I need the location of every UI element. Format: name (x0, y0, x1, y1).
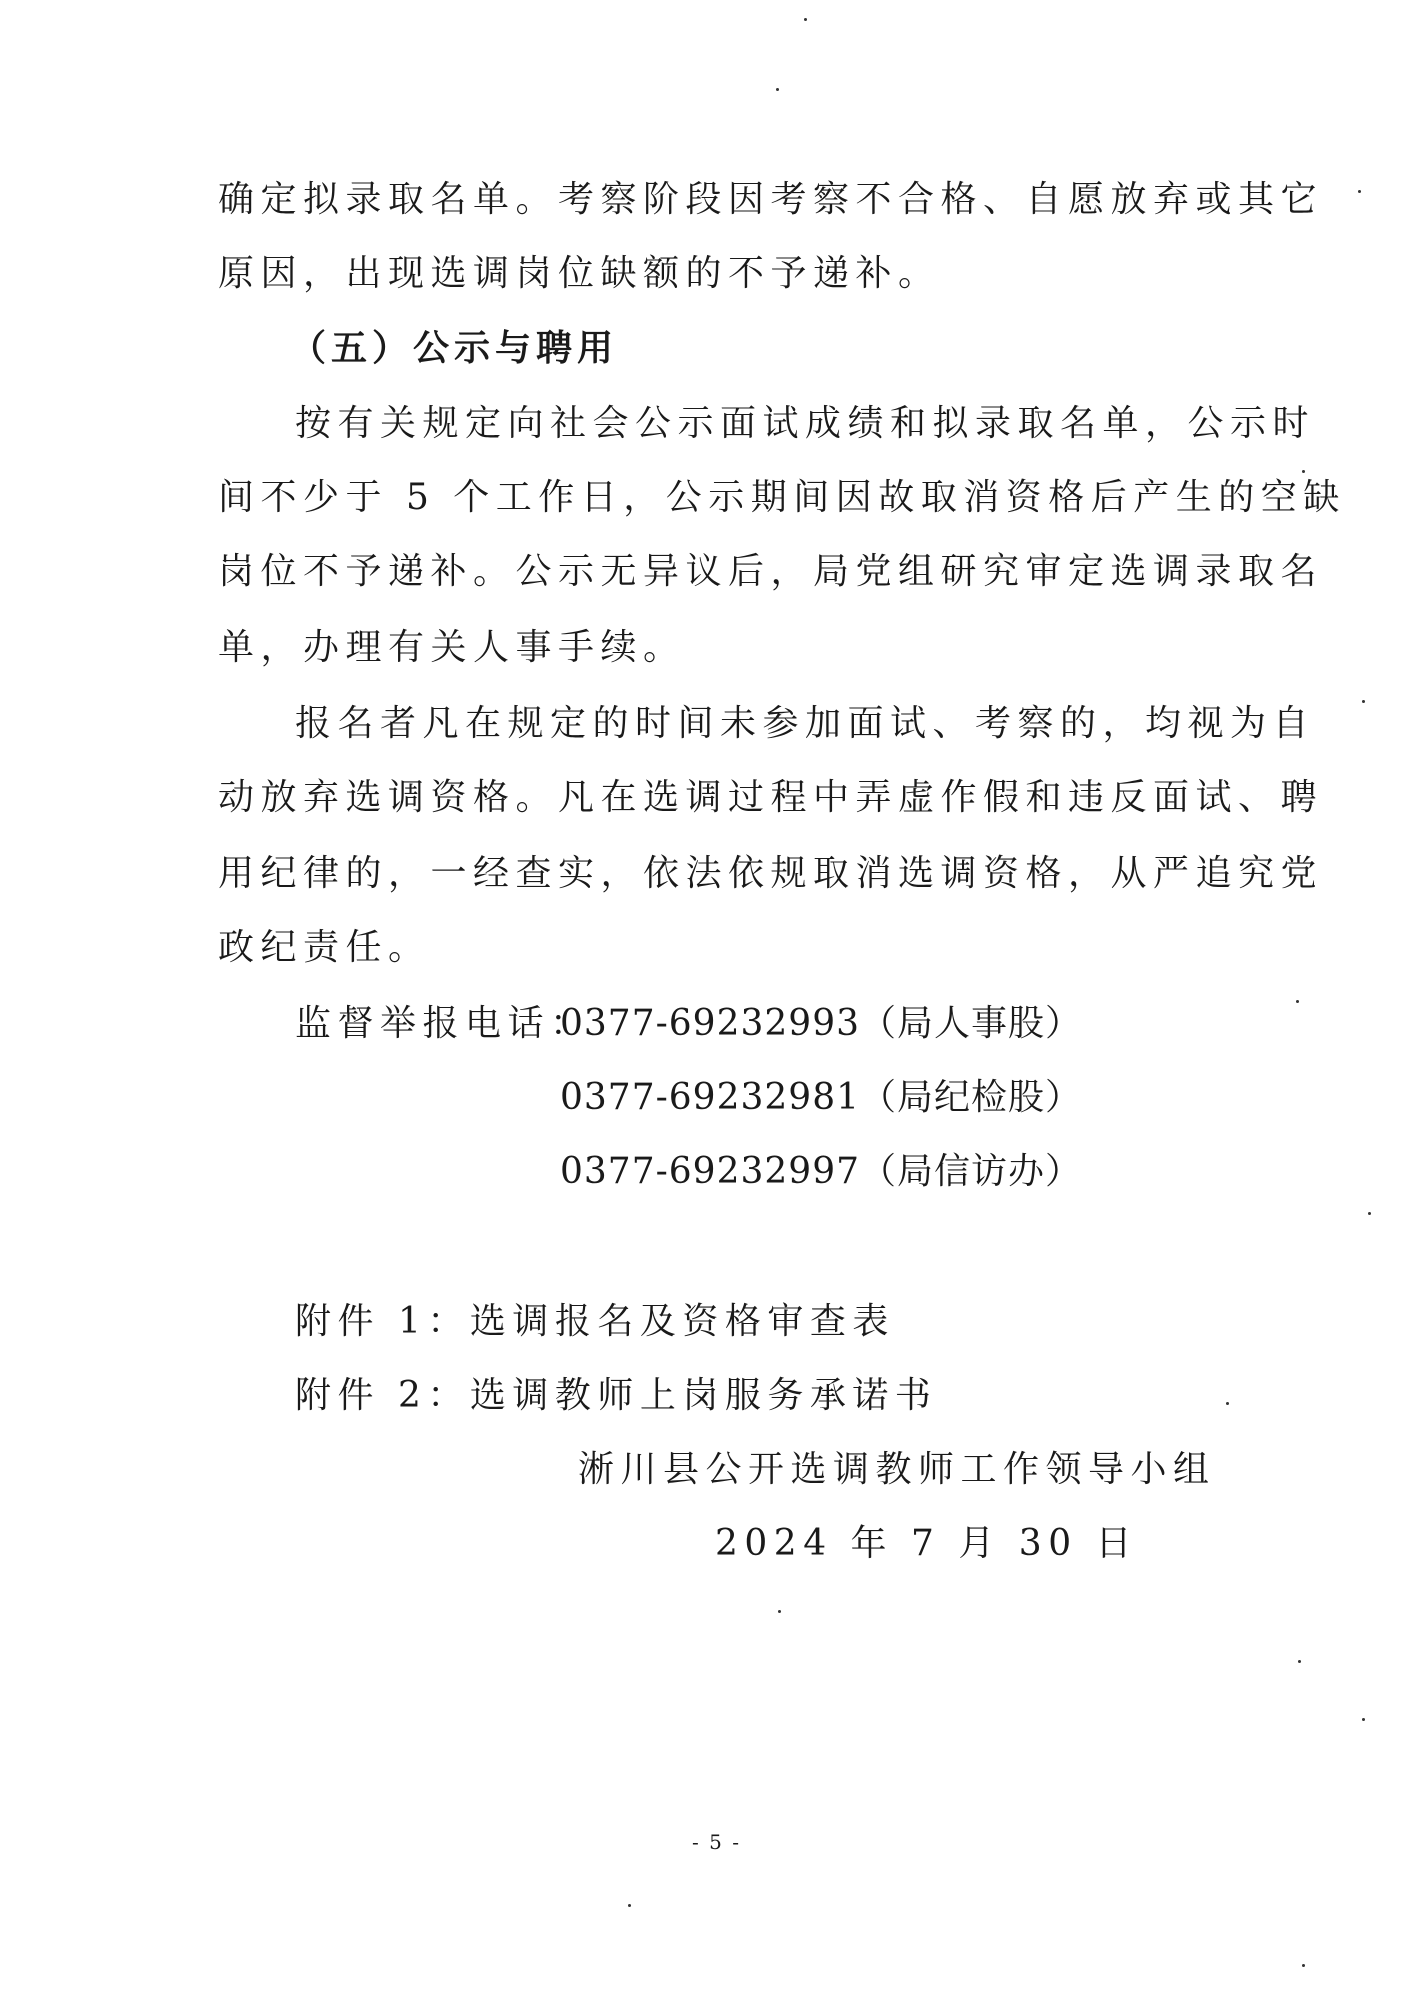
signature-date: 2024 年 7 月 30 日 (715, 1523, 1139, 1564)
section-heading: （五）公示与聘用 (290, 327, 619, 369)
paragraph-line: 报名者凡在规定的时间未参加面试、考察的，均视为自 (295, 703, 1316, 744)
paragraph-line: 用纪律的，一经查实，依法依规取消选调资格，从严追究党 (218, 853, 1324, 894)
signature-org: 淅川县公开选调教师工作领导小组 (578, 1449, 1216, 1490)
hotline-label: 监督举报电话： (295, 1003, 593, 1044)
paragraph-line: 按有关规定向社会公示面试成绩和拟录取名单，公示时 (295, 403, 1316, 444)
scan-speck (1358, 190, 1361, 193)
scan-speck (1362, 1718, 1365, 1721)
hotline-number: 0377-69232997（局信访办） (560, 1151, 1083, 1192)
scan-speck (1302, 1964, 1305, 1967)
scan-speck (1298, 1660, 1301, 1663)
paragraph-line: 政纪责任。 (218, 927, 431, 968)
scan-speck (778, 1610, 781, 1613)
paragraph-line: 岗位不予递补。公示无异议后，局党组研究审定选调录取名 (218, 551, 1324, 592)
paragraph-line: 间不少于 5 个工作日，公示期间因故取消资格后产生的空缺 (218, 477, 1346, 518)
paragraph-line: 单，办理有关人事手续。 (218, 627, 686, 668)
scan-speck (628, 1904, 631, 1907)
scan-speck (1226, 1402, 1229, 1405)
scan-speck (804, 18, 807, 21)
paragraph-line: 原因，出现选调岗位缺额的不予递补。 (218, 253, 941, 294)
attachment-item: 附件 1：选调报名及资格审查表 (295, 1301, 895, 1342)
scan-speck (1296, 1000, 1299, 1003)
page-number: - 5 - (692, 1830, 741, 1854)
scan-speck (1302, 470, 1305, 473)
scan-speck (776, 88, 779, 91)
hotline-number: 0377-69232981（局纪检股） (560, 1077, 1083, 1118)
paragraph-line: 动放弃选调资格。凡在选调过程中弄虚作假和违反面试、聘 (218, 777, 1324, 818)
scan-speck (1368, 1212, 1371, 1215)
hotline-number: 0377-69232993（局人事股） (560, 1003, 1083, 1044)
scan-speck (1362, 700, 1365, 703)
paragraph-line: 确定拟录取名单。考察阶段因考察不合格、自愿放弃或其它 (218, 179, 1324, 220)
attachment-item: 附件 2：选调教师上岗服务承诺书 (295, 1375, 938, 1416)
